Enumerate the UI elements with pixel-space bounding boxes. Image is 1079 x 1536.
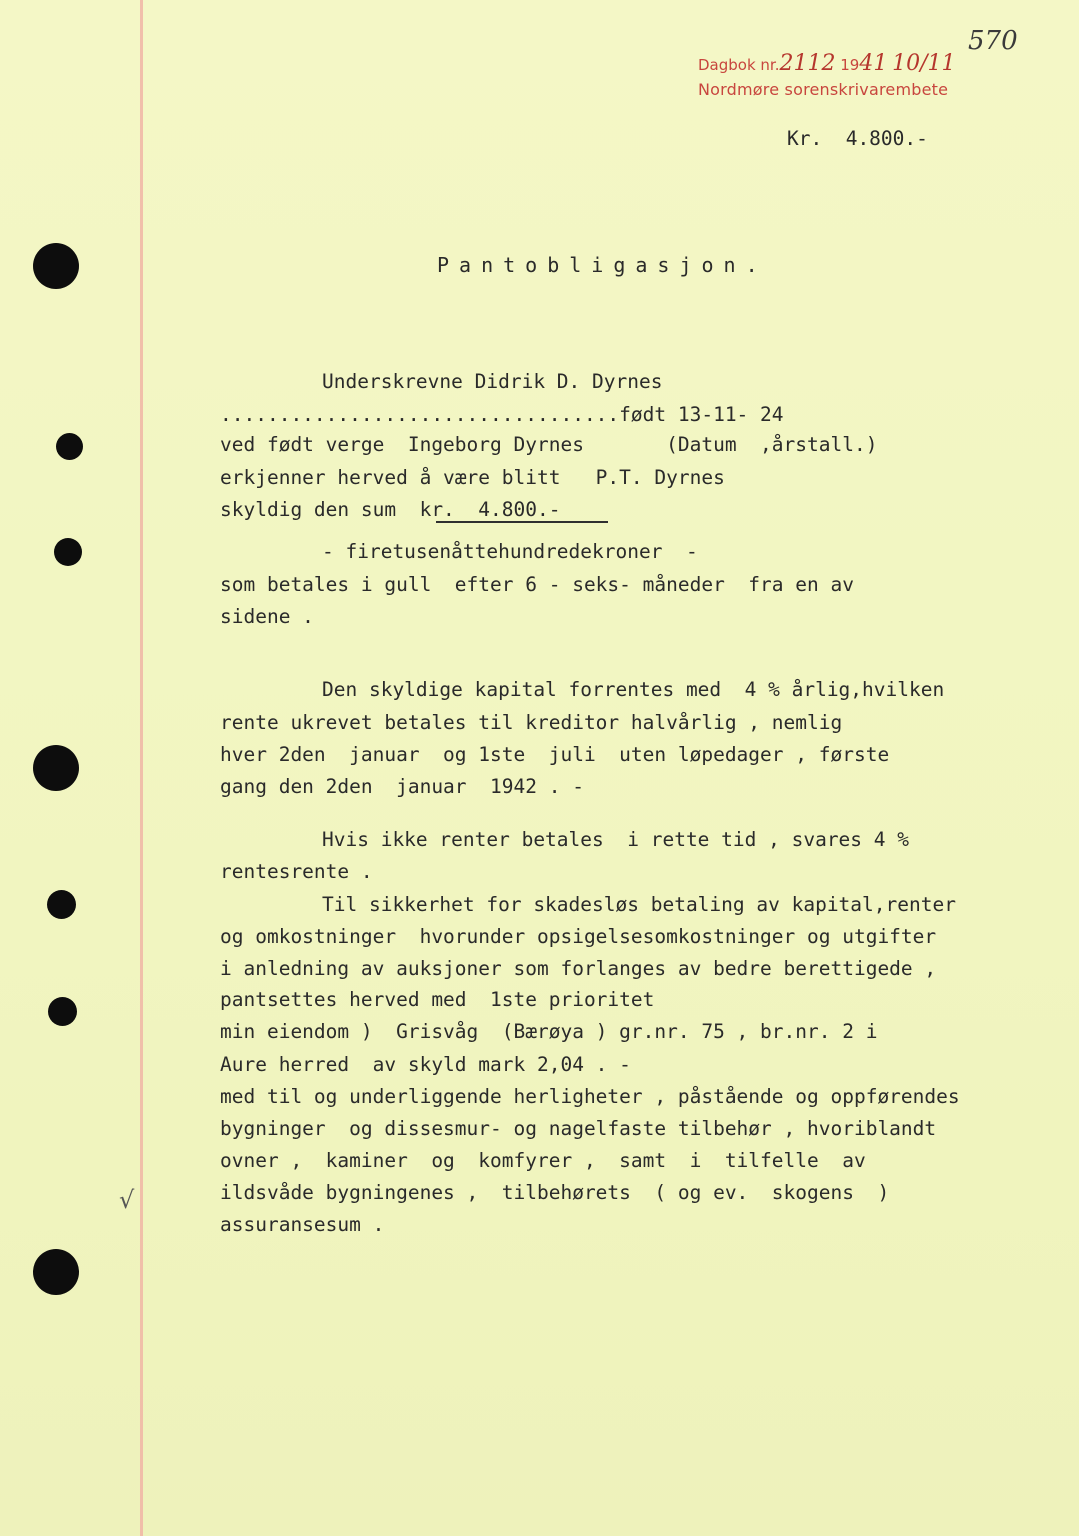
dagbok-prefix: Dagbok nr. (698, 56, 780, 74)
stamp-date: 10/11 (892, 51, 956, 76)
text-line: i anledning av auksjoner som forlanges av bedre berettigede , (220, 957, 937, 980)
text-line: ..................................født 13-11- 24 (220, 403, 784, 426)
text-line: Den skyldige kapital forrentes med 4 % årlig,hvilken (322, 678, 945, 701)
text-line: bygninger og dissesmur- og nagelfaste tilbehør , hvoriblandt (220, 1117, 937, 1140)
text-line: Til sikkerhet for skadesløs betaling av kapital,renter (322, 893, 956, 916)
text-line: skyldig den sum kr. 4.800.- (220, 498, 561, 521)
punch-hole (54, 538, 82, 566)
text-line: sidene . (220, 605, 314, 628)
text-line: Underskrevne Didrik D. Dyrnes (322, 370, 663, 393)
text-line: Hvis ikke renter betales i rette tid , svares 4 % (322, 828, 909, 851)
text-line: pantsettes herved med 1ste prioritet (220, 988, 655, 1011)
dagbok-stamp (698, 51, 956, 76)
punch-hole (47, 890, 76, 919)
text-line: og omkostninger hvorunder opsigelsesomkostninger og utgifter (220, 925, 937, 948)
text-line: hver 2den januar og 1ste juli uten løpedager , første (220, 743, 890, 766)
punch-hole (33, 1249, 79, 1295)
punch-hole (33, 243, 79, 289)
office-stamp: Nordmøre sorenskrivarembete (698, 80, 949, 99)
text-line: rente ukrevet betales til kreditor halvårlig , nemlig (220, 711, 843, 734)
text-line: med til og underliggende herligheter , påstående og oppførendes (220, 1085, 960, 1108)
text-line: - firetusenåttehundredekroner - (322, 540, 698, 563)
margin-check-mark: √ (119, 1186, 135, 1214)
document-title: Pantobligasjon. (437, 253, 768, 277)
year-prefix: 19 (840, 56, 860, 74)
amount-header: Kr. 4.800.- (787, 127, 928, 150)
page-number: 570 (968, 26, 1018, 56)
text-line: min eiendom ) Grisvåg (Bærøya ) gr.nr. 75 , br.nr. 2 i (220, 1020, 878, 1043)
margin-line (140, 0, 143, 1536)
text-line: som betales i gull efter 6 - seks- måneder fra en av (220, 573, 854, 596)
text-line: ovner , kaminer og komfyrer , samt i tilfelle av (220, 1149, 866, 1172)
punch-hole (48, 997, 77, 1026)
dagbok-number: 2112 (779, 51, 836, 76)
amount-underline (436, 521, 608, 523)
punch-hole (33, 745, 79, 791)
year-suffix: 41 (859, 51, 888, 76)
punch-hole (56, 433, 83, 460)
text-line: erkjenner herved å være blitt P.T. Dyrnes (220, 466, 725, 489)
text-line: gang den 2den januar 1942 . - (220, 775, 584, 798)
text-line: rentesrente . (220, 860, 373, 883)
text-line: assuransesum . (220, 1213, 385, 1236)
text-line: Aure herred av skyld mark 2,04 . - (220, 1053, 631, 1076)
text-line: ildsvåde bygningenes , tilbehørets ( og ev. skogens ) (220, 1181, 890, 1204)
text-line: ved født verge Ingeborg Dyrnes (Datum ,årstall.) (220, 433, 878, 456)
